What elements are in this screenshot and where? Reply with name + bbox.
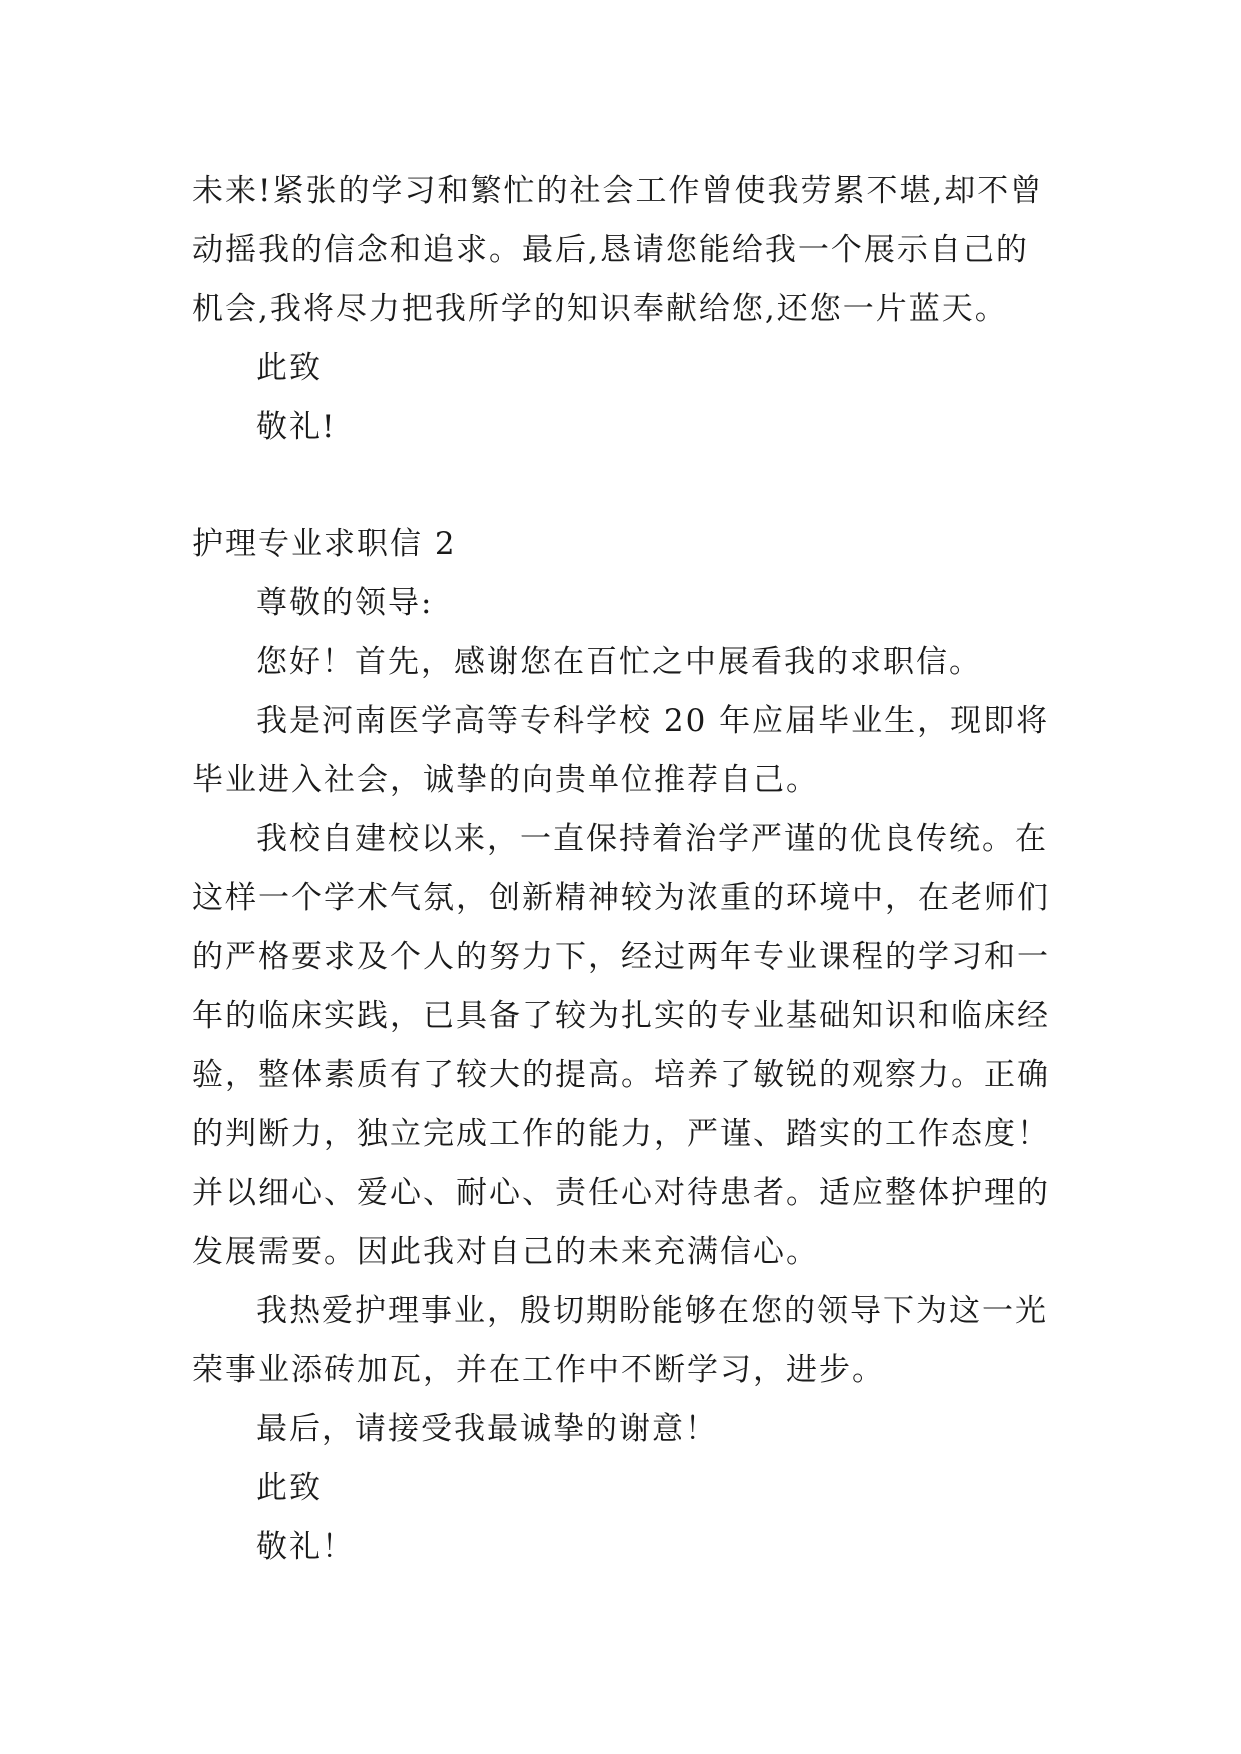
document-body xyxy=(192,162,1052,1577)
paragraph-line: 毕业进入社会，诚挚的向贵单位推荐自己。 xyxy=(192,762,819,798)
greeting: 您好！首先，感谢您在百忙之中展看我的求职信。 xyxy=(256,644,982,680)
paragraph-line: 我校自建校以来，一直保持着治学严谨的优良传统。在 xyxy=(256,821,1048,857)
salutation: 尊敬的领导: xyxy=(256,585,434,621)
paragraph-line: 这样一个学术气氛，创新精神较为浓重的环境中，在老师们 xyxy=(192,880,1050,916)
section-gap xyxy=(192,457,1052,515)
paragraph-line: 的严格要求及个人的努力下，经过两年专业课程的学习和一 xyxy=(192,939,1050,975)
paragraph-line: 我热爱护理事业，殷切期盼能够在您的领导下为这一光 xyxy=(256,1293,1048,1329)
paragraph-line: 未来!紧张的学习和繁忙的社会工作曾使我劳累不堪,却不曾 xyxy=(192,173,1044,209)
closing-line: 此致 xyxy=(256,1470,322,1506)
paragraph-line: 年的临床实践，已具备了较为扎实的专业基础知识和临床经 xyxy=(192,998,1050,1034)
paragraph-line: 发展需要。因此我对自己的未来充满信心。 xyxy=(192,1234,819,1270)
paragraph-line: 机会,我将尽力把我所学的知识奉献给您,还您一片蓝天。 xyxy=(192,291,1008,327)
paragraph-line: 验，整体素质有了较大的提高。培养了敏锐的观察力。正确 xyxy=(192,1057,1050,1093)
section-title: 护理专业求职信 2 xyxy=(192,526,457,562)
paragraph-line: 并以细心、爱心、耐心、责任心对待患者。适应整体护理的 xyxy=(192,1175,1050,1211)
closing-line: 此致 xyxy=(256,350,322,386)
paragraph-line: 动摇我的信念和追求。最后,恳请您能给我一个展示自己的 xyxy=(192,232,1029,268)
paragraph-line: 我是河南医学高等专科学校 20 年应届毕业生，现即将 xyxy=(256,703,1050,739)
closing-salute: 敬礼！ xyxy=(256,1529,355,1565)
paragraph-line: 的判断力，独立完成工作的能力，严谨、踏实的工作态度！ xyxy=(192,1116,1050,1152)
thanks-line: 最后，请接受我最诚挚的谢意！ xyxy=(256,1411,718,1447)
paragraph-line: 荣事业添砖加瓦，并在工作中不断学习，进步。 xyxy=(192,1352,885,1388)
closing-salute: 敬礼! xyxy=(256,409,337,445)
